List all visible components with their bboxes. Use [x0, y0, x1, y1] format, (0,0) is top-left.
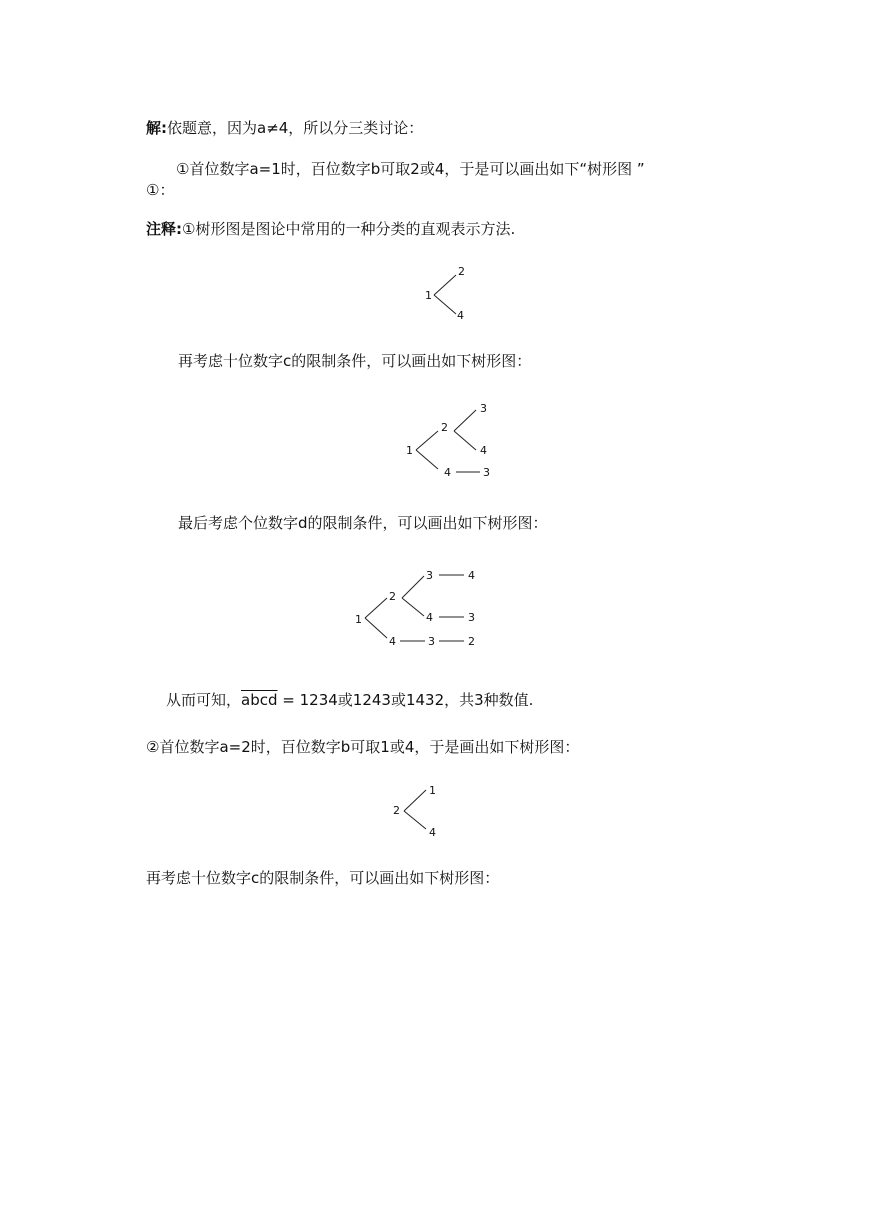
tree1-branch-top: 2	[458, 265, 465, 278]
tree2-root: 1	[406, 444, 413, 457]
solution-text: 依题意，因为a≠4，所以分三类讨论：	[167, 119, 424, 137]
tree-diagram-4	[388, 780, 448, 842]
note-line	[146, 219, 515, 239]
tree2-edge-top-c1	[454, 410, 476, 431]
tree3-bottom-d: 2	[468, 635, 475, 648]
tree4-edge-bottom	[404, 811, 426, 829]
tree2-edge-top-c2	[454, 431, 476, 450]
tree4-edge-top	[404, 790, 426, 811]
conclusion-line	[166, 690, 533, 710]
tree3-top-c1: 3	[426, 569, 433, 582]
tree4-branch-top: 1	[429, 784, 436, 797]
solution-line	[146, 118, 423, 138]
tree2-top-child-1: 3	[480, 402, 487, 415]
tree3-edge-root-bottom	[365, 618, 387, 638]
tree3-top-c1-d: 4	[468, 569, 475, 582]
tree3-edge-top-c2	[402, 598, 424, 616]
tree2-b-top: 2	[441, 421, 448, 434]
case1-intro-line1: ①首位数字a=1时，百位数字b可取2或4，于是可以画出如下“树形图 ”	[176, 160, 645, 178]
tree3-b-top: 2	[389, 590, 396, 603]
tree3-top-c2-d: 3	[468, 611, 475, 624]
note-text: ①树形图是图论中常用的一种分类的直观表示方法.	[182, 220, 516, 238]
step-tens-line: 再考虑十位数字c的限制条件，可以画出如下树形图：	[178, 352, 532, 370]
tree3-top-c2: 4	[426, 611, 433, 624]
tree4-root: 2	[393, 804, 400, 817]
tree1-branch-bottom: 4	[457, 309, 464, 322]
conclusion-prefix: 从而可知，	[166, 691, 242, 709]
tree1-edge-top	[434, 275, 456, 295]
tree3-b-bottom: 4	[389, 635, 396, 648]
tree4-branch-bottom: 4	[429, 826, 436, 839]
conclusion-rest: = 1234或1243或1432，共3种数值.	[277, 691, 534, 709]
case2-line: ②首位数字a=2时，百位数字b可取1或4，于是画出如下树形图：	[146, 738, 580, 756]
tree-diagram-3	[350, 562, 490, 652]
tree2-top-child-2: 4	[480, 444, 487, 457]
conclusion-overline-var: abcd	[241, 691, 278, 709]
tree-diagram-2	[400, 398, 500, 482]
note-label: 注释:	[146, 220, 182, 238]
tree2-b-bottom: 4	[444, 466, 451, 479]
tree1-edge-bottom	[434, 295, 456, 314]
tree-diagram-1	[420, 262, 480, 324]
tree1-root: 1	[425, 289, 432, 302]
tree2-edge-root-top	[416, 431, 438, 450]
case1-intro-line2: ①：	[146, 181, 175, 199]
tree3-root: 1	[355, 613, 362, 626]
step-tens-line-2: 再考虑十位数字c的限制条件，可以画出如下树形图：	[146, 869, 500, 887]
step-units-line: 最后考虑个位数字d的限制条件，可以画出如下树形图：	[178, 514, 548, 532]
solution-label: 解:	[146, 119, 167, 137]
tree2-bottom-child: 3	[483, 466, 490, 479]
tree2-edge-root-bottom	[416, 450, 438, 469]
tree3-bottom-c: 3	[428, 635, 435, 648]
tree3-edge-root-top	[365, 598, 387, 618]
tree3-edge-top-c1	[402, 576, 424, 598]
